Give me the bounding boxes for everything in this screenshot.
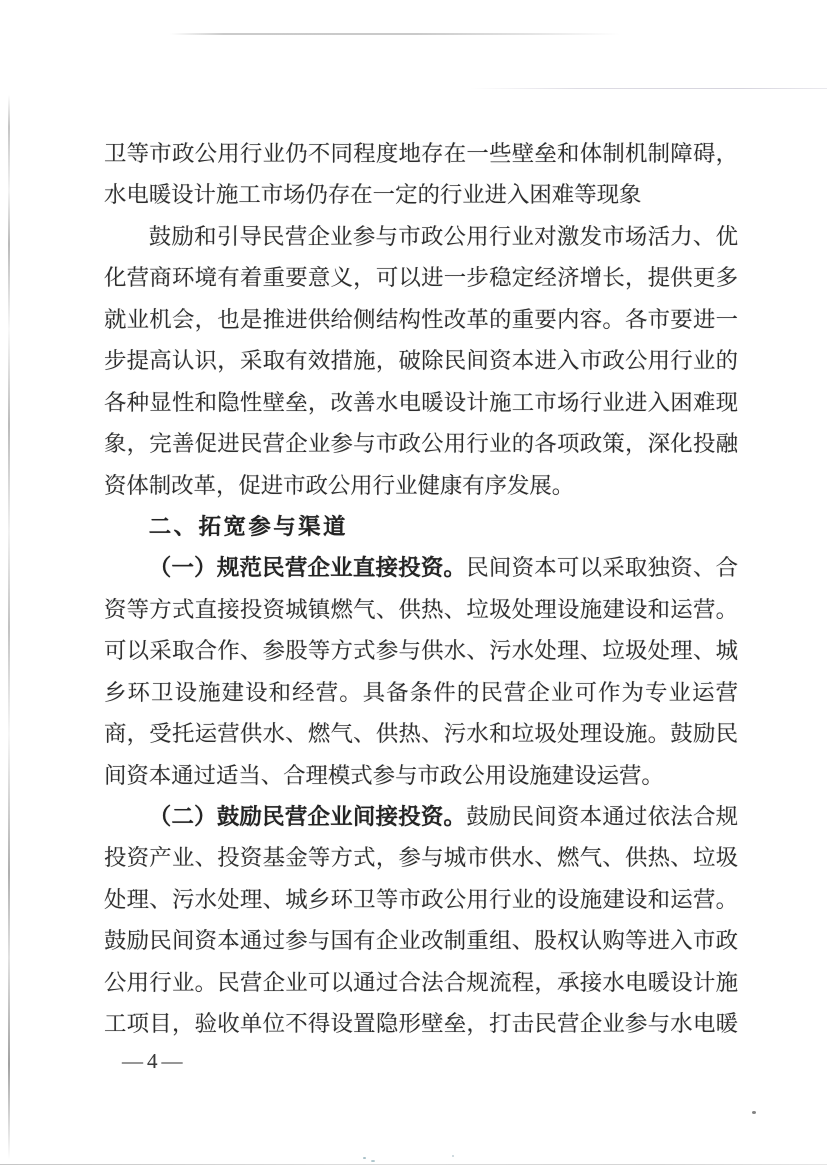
text-line — [104, 630, 738, 671]
scan-streak-top-1 — [170, 33, 620, 35]
text-line-content: 象，完善促进民营企业参与市政公用行业的各项政策，深化投融 — [104, 431, 738, 457]
text-line-content: 投资产业、投资基金等方式，参与城市供水、燃气、供热、垃圾 — [104, 845, 738, 871]
text-line-content: 化营商环境有着重要意义，可以进一步稳定经济增长，提供更多 — [104, 265, 738, 291]
page-number: —4— — [122, 1049, 187, 1073]
clause-lead: （二）鼓励民营企业间接投资。 — [148, 804, 467, 829]
text-line — [104, 1003, 738, 1044]
text-line-content: 卫等市政公用行业仍不同程度地存在一些壁垒和体制机制障碍， — [104, 141, 738, 166]
scan-speck — [752, 1111, 756, 1114]
text-line — [104, 216, 738, 257]
text-line — [104, 340, 738, 381]
text-line — [104, 257, 738, 298]
clause-lead: （一）规范民营企业直接投资。 — [148, 555, 467, 581]
text-line — [104, 133, 738, 174]
text-line — [104, 837, 738, 878]
scan-speck — [371, 1160, 375, 1162]
text-line-content: 鼓励民间资本通过依法合规 — [466, 804, 738, 829]
text-line-content: 各种显性和隐性壁垒，改善水电暖设计施工市场行业进入困难现 — [104, 389, 738, 415]
text-line — [104, 672, 738, 713]
text-line-content: 乡环卫设施建设和经营。具备条件的民营企业可作为专业运营 — [104, 679, 738, 705]
text-line — [104, 713, 738, 754]
text-line — [104, 962, 738, 1003]
text-line-content: 商，受托运营供水、燃气、供热、污水和垃圾处理设施。鼓励民 — [104, 721, 738, 747]
text-line-content: 水电暖设计施工市场仍存在一定的行业进入困难等现象 — [104, 182, 642, 208]
section-heading-text: 二、拓宽参与渠道 — [148, 513, 348, 539]
text-line-content: 资等方式直接投资城镇燃气、供热、垃圾处理设施建设和运营。 — [104, 596, 738, 622]
text-line — [104, 174, 738, 215]
text-line-content: 鼓励民间资本通过参与国有企业改制重组、股权认购等进入市政 — [104, 928, 738, 954]
text-line-content: 步提高认识，采取有效措施，破除民间资本进入市政公用行业的 — [104, 348, 738, 374]
text-line-content: 处理、污水处理、城乡环卫等市政公用行业的设施建设和运营。 — [104, 886, 738, 912]
text-line-content: 间资本通过适当、合理模式参与市政公用设施建设运营。 — [104, 762, 664, 788]
text-line — [104, 796, 738, 837]
text-line — [104, 589, 738, 630]
text-line-content: 民间资本可以采取独资、合 — [466, 555, 738, 581]
scan-speck — [363, 1157, 366, 1159]
scan-edge-line-bottom — [0, 1164, 827, 1165]
text-line-content: 就业机会，也是推进供给侧结构性改革的重要内容。各市要进一 — [104, 306, 738, 332]
text-line — [104, 920, 738, 961]
text-line-content: 公用行业。民营企业可以通过合法合规流程，承接水电暖设计施 — [104, 969, 738, 995]
text-line-content: 资体制改革，促进市政公用行业健康有序发展。 — [104, 472, 575, 498]
scan-streak-top-2 — [470, 88, 827, 89]
text-line — [104, 423, 738, 464]
text-line-content: 工项目，验收单位不得设置隐形壁垒，打击民营企业参与水电暖 — [104, 1011, 738, 1037]
text-line-content: 鼓励和引导民营企业参与市政公用行业对激发市场活力、优 — [148, 223, 738, 249]
text-line — [104, 879, 738, 920]
scan-speck — [452, 1155, 454, 1157]
document-body — [104, 133, 738, 1045]
text-line — [104, 382, 738, 423]
text-line-content: 可以采取合作、参股等方式参与供水、污水处理、垃圾处理、城 — [104, 638, 738, 664]
text-line — [104, 465, 738, 506]
section-heading — [104, 506, 738, 547]
text-line — [104, 299, 738, 340]
text-line — [104, 755, 738, 796]
scan-edge-line-left — [8, 95, 10, 1160]
text-line — [104, 547, 738, 588]
